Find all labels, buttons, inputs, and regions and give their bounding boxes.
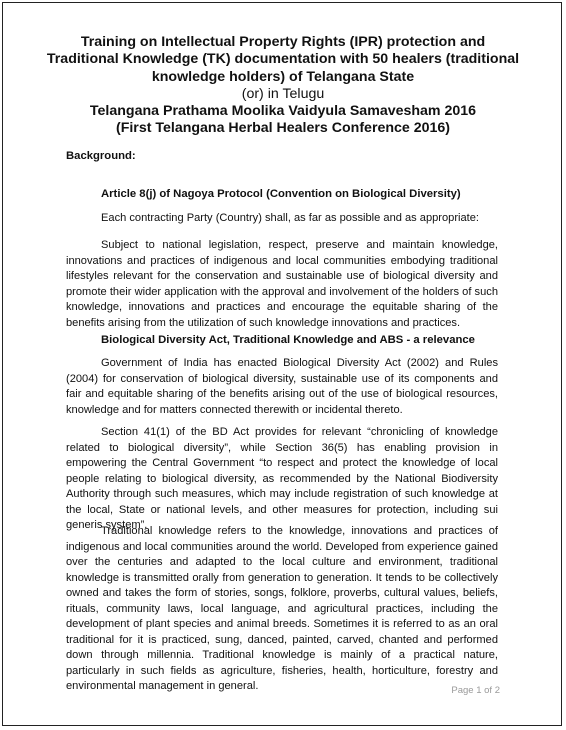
paragraph-article-text: Subject to national legislation, respect, preserve and maintain knowledge, innovations and practices of indigenous and local communities embodying traditional lifestyles relevant for the conservation and sustainable use of biological diversity and promote their wider application with the approval and involvement of the holders of such knowledge, innovations and practices and encourage the equitable sharing of the benefits arising from the utilization of such knowledge innovations and practices. — [66, 239, 498, 329]
title-line: (First Telangana Herbal Healers Conference 2016) — [115, 120, 451, 137]
background-heading: Background: — [66, 150, 136, 162]
bd-act-heading: Biological Diversity Act, Traditional Knowledge and ABS - a relevance — [101, 334, 475, 346]
title-subline: (or) in Telugu — [241, 85, 325, 102]
paragraph-bd-act: Government of India has enacted Biological Diversity Act (2002) and Rules (2004) for conservation of biological diversity, sustainable use of its components and fair and equitable sharing of the benefits arising out of the use of biological resources, knowledge and for matters connected therewith or incidental thereto. — [66, 357, 498, 416]
title-line: Traditional Knowledge (TK) documentation with 50 healers (traditional — [46, 51, 520, 68]
paragraph-intro: Each contracting Party (Country) shall, as far as possible and as appropriate: — [101, 212, 479, 224]
paragraph-section-41: Section 41(1) of the BD Act provides for relevant “chronicling of knowledge related to biological diversity”, while Section 36(5) has enabling provision in empowering the Central Government “to respect and protect the knowledge of local people relating to biological diversity, as recommended by the National Biodiversity Authority through such measures, which may include registration of such knowledge at the local, State or national levels, and other measures for protection, including sui generis system”. — [66, 426, 498, 531]
page-number: Page 1 of 2 — [451, 685, 500, 696]
document-title — [0, 34, 566, 138]
title-line: Training on Intellectual Property Rights (IPR) protection and — [80, 34, 486, 50]
article-heading: Article 8(j) of Nagoya Protocol (Convention on Biological Diversity) — [101, 188, 461, 200]
paragraph-traditional-knowledge: Traditional knowledge refers to the knowledge, innovations and practices of indigenous and local communities around the world. Developed from experience gained over the centuries and adapted to the local culture and environment, traditional knowledge is transmitted orally from generation to generation. It tends to be collectively owned and takes the form of stories, songs, folklore, proverbs, cultural values, beliefs, rituals, community laws, local language, and agricultural practices, including the development of plant species and animal breeds. Sometimes it is referred to as an oral traditional for it is practiced, sung, danced, painted, carved, chanted and performed down through millennia. Traditional knowledge is mainly of a practical nature, particularly in such fields as agriculture, fisheries, health, horticulture, forestry and environmental management in general. — [66, 525, 498, 692]
title-line: knowledge holders) of Telangana State — [151, 68, 415, 85]
title-line: Telangana Prathama Moolika Vaidyula Samavesham 2016 — [89, 103, 477, 120]
